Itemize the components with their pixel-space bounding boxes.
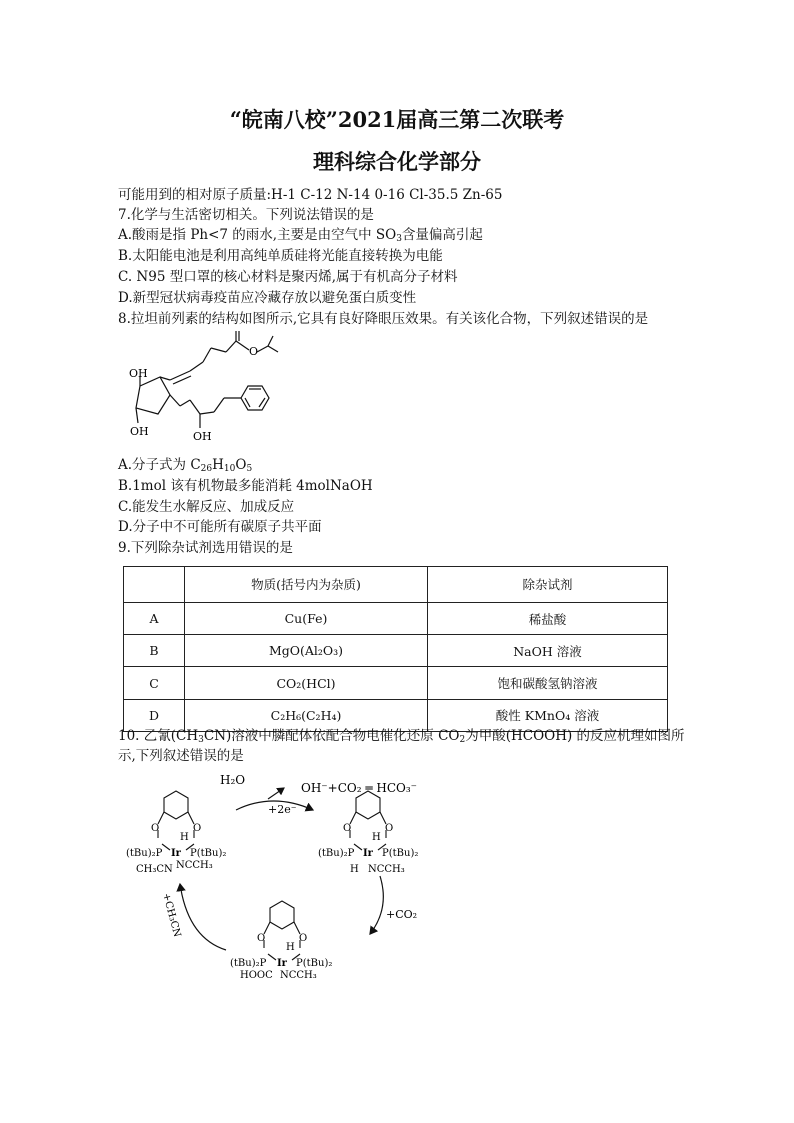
svg-text:O: O — [299, 933, 308, 944]
hydroxide-products-label: OH⁻+CO₂ ═ HCO₃⁻ — [301, 781, 418, 795]
svg-text:H: H — [350, 864, 359, 875]
svg-text:O: O — [193, 823, 202, 834]
latanoprost-structure — [118, 328, 298, 452]
svg-text:P(tBu)₂: P(tBu)₂ — [382, 848, 419, 859]
row-label: B — [124, 635, 185, 667]
product-release-arrow — [268, 788, 284, 799]
table-row — [124, 667, 668, 699]
svg-text:H: H — [180, 832, 189, 843]
water-label: H₂O — [220, 773, 246, 787]
row-substance: Cu(Fe) — [185, 602, 428, 634]
q7-option-c: C. N95 型口罩的核心材料是聚丙烯,属于有机高分子材料 — [118, 269, 458, 285]
row-substance: MgO(Al₂O₃) — [185, 635, 428, 667]
row-reagent: NaOH 溶液 — [428, 635, 668, 667]
row-reagent: 饱和碳酸氢钠溶液 — [428, 667, 668, 699]
row-label: A — [124, 602, 185, 634]
svg-text:P(tBu)₂: P(tBu)₂ — [296, 958, 333, 969]
svg-text:Ir: Ir — [277, 958, 287, 969]
svg-text:H: H — [286, 942, 295, 953]
q9-stem: 9.下列除杂试剂选用错误的是 — [118, 540, 293, 556]
oh-label-1: OH — [129, 367, 148, 380]
svg-text:O: O — [343, 823, 352, 834]
svg-text:CH₃CN: CH₃CN — [136, 864, 173, 875]
row-label: C — [124, 667, 185, 699]
svg-text:P(tBu)₂: P(tBu)₂ — [190, 848, 227, 859]
row-substance: C₂H₆(C₂H₄) — [185, 699, 428, 731]
svg-text:(tBu)₂P: (tBu)₂P — [126, 848, 163, 859]
atomic-masses: 可能用到的相对原子质量:H-1 C-12 N-14 0-16 Cl-35.5 Zn-65 — [118, 187, 503, 203]
q10-stem-line2: 示,下列叙述错误的是 — [118, 748, 244, 764]
table-header-substance: 物质(括号内为杂质) — [185, 567, 428, 603]
svg-text:NCCH₃: NCCH₃ — [176, 860, 213, 871]
svg-text:O: O — [385, 823, 394, 834]
svg-text:NCCH₃: NCCH₃ — [368, 864, 405, 875]
co2-label: +CO₂ — [386, 908, 418, 921]
q8-option-c: C.能发生水解反应、加成反应 — [118, 499, 295, 515]
row-substance: CO₂(HCl) — [185, 667, 428, 699]
row-label: D — [124, 699, 185, 731]
q8-option-a: A.分子式为 $C_{26}H_{10}O_5$ — [118, 457, 253, 474]
table-header-blank — [124, 567, 185, 603]
page-title: “皖南八校”2021届高三第二次联考 — [229, 107, 565, 132]
svg-text:(tBu)₂P: (tBu)₂P — [230, 958, 267, 969]
cyclopentane-ring — [136, 377, 170, 414]
purification-table — [123, 566, 668, 732]
q7-option-a: A.酸雨是指 Ph<7 的雨水,主要是由空气中 $SO_3$含量偏高引起 — [118, 227, 483, 244]
row-reagent: 酸性 KMnO₄ 溶液 — [428, 699, 668, 731]
ch3cn-label: +CH₃CN — [160, 891, 183, 939]
oh-label-3: OH — [193, 430, 212, 443]
q7-option-b: B.太阳能电池是利用高纯单质硅将光能直接转换为电能 — [118, 248, 443, 264]
q8-option-d: D.分子中不可能所有碳原子共平面 — [118, 519, 322, 535]
svg-text:O: O — [257, 933, 266, 944]
q10-stem-line1: 10. 乙氰$(CH_3CN)$溶液中膦配体依配合物电催化还原 $CO_2$为甲酸(HCOOH) 的反应机理如图所 — [118, 728, 685, 745]
svg-text:Ir: Ir — [171, 848, 181, 859]
table-header-row — [124, 567, 668, 603]
svg-text:(tBu)₂P: (tBu)₂P — [318, 848, 355, 859]
q7-stem: 7.化学与生活密切相关。下列说法错误的是 — [118, 207, 374, 223]
q7-option-d: D.新型冠状病毒疫苗应冷藏存放以避免蛋白质变性 — [118, 290, 417, 306]
table-row — [124, 635, 668, 667]
table-header-reagent: 除杂试剂 — [428, 567, 668, 603]
right-arrow — [370, 876, 383, 934]
row-reagent: 稀盐酸 — [428, 602, 668, 634]
svg-text:NCCH₃: NCCH₃ — [280, 970, 317, 980]
q8-option-b: B.1mol 该有机物最多能消耗 4molNaOH — [118, 478, 373, 494]
ester-oxygen-label: O — [249, 345, 259, 358]
q8-stem: 8.拉坦前列素的结构如图所示,它具有良好降眼压效果。有关该化合物，下列叙述错误的是 — [118, 311, 649, 327]
svg-text:Ir: Ir — [363, 848, 373, 859]
svg-text:HOOC: HOOC — [240, 970, 273, 980]
catalytic-mechanism — [118, 768, 438, 980]
svg-text:O: O — [151, 823, 160, 834]
table-row — [124, 602, 668, 634]
oh-label-2: OH — [130, 425, 149, 438]
left-arrow — [180, 884, 226, 950]
electrons-label: +2e⁻ — [268, 803, 297, 816]
page-subtitle: 理科综合化学部分 — [313, 149, 481, 174]
svg-text:H: H — [372, 832, 381, 843]
